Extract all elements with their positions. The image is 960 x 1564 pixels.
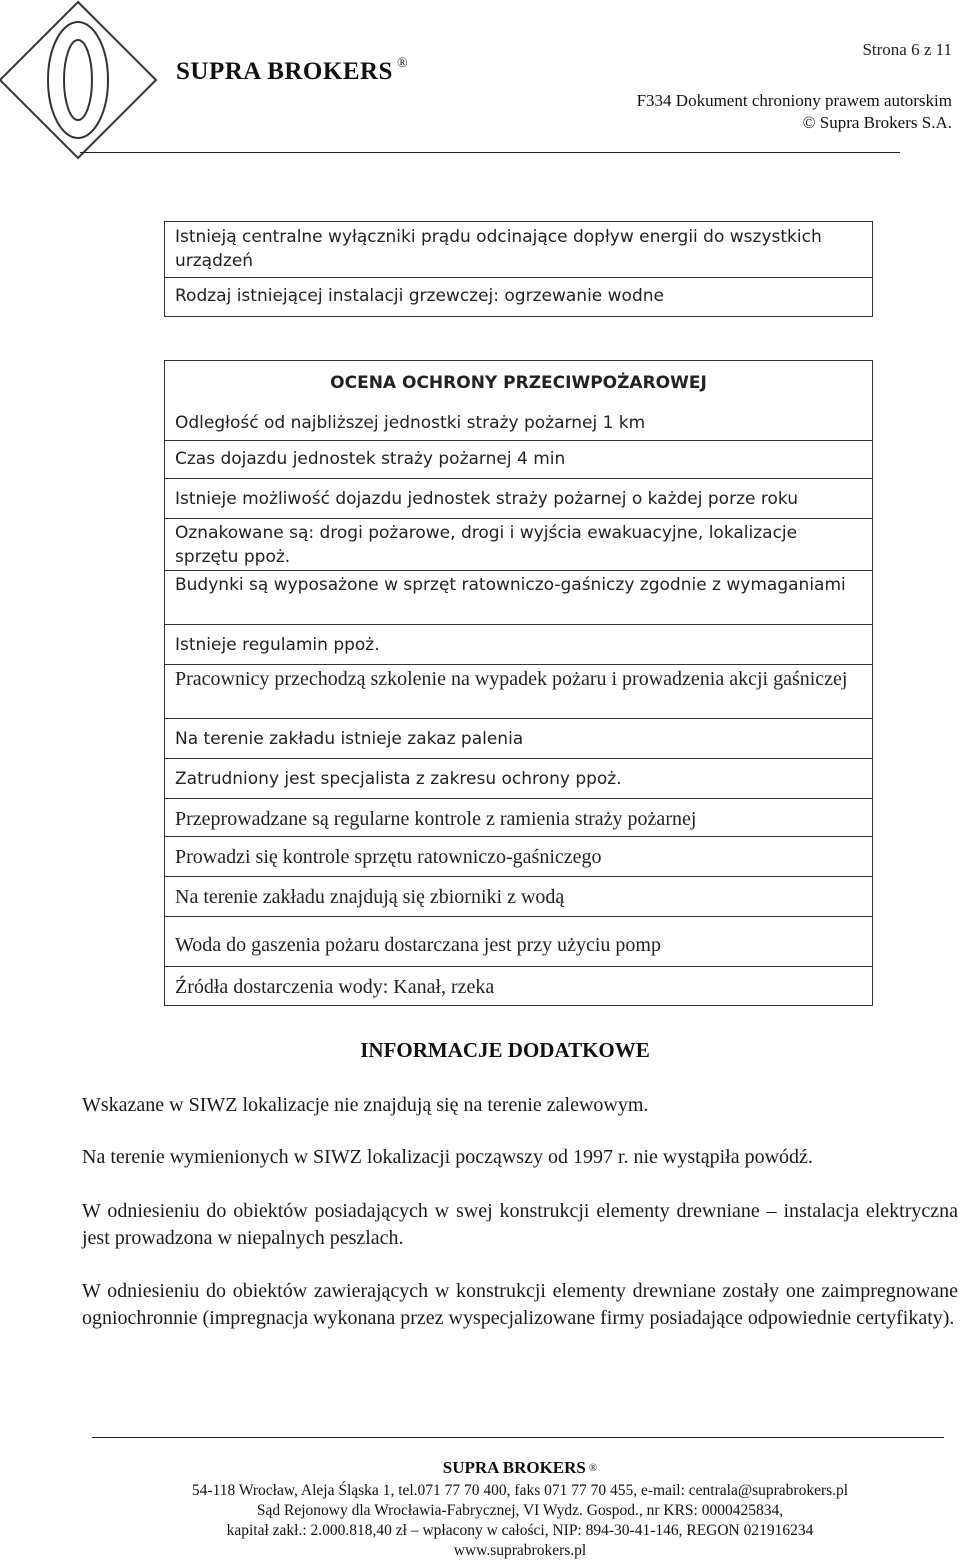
table-row: Na terenie zakładu istnieje zakaz palenia	[165, 719, 872, 759]
table-row: Prowadzi się kontrole sprzętu ratowniczo-gaśniczego	[165, 837, 872, 877]
registered-mark: ®	[396, 56, 409, 71]
footer-registered-mark: ®	[588, 1462, 598, 1474]
table-row: Przeprowadzane są regularne kontrole z ramienia straży pożarnej	[165, 799, 872, 837]
info-paragraph: Wskazane w SIWZ lokalizacje nie znajdują się na terenie zalewowym.	[82, 1094, 649, 1116]
copyright-notice: F334 Dokument chroniony prawem autorskim	[636, 91, 952, 110]
page-number: Strona 6 z 11	[862, 40, 952, 59]
footer-brand-text: SUPRA BROKERS	[442, 1458, 586, 1477]
table-row: Na terenie zakładu znajdują się zbiorniki z wodą	[165, 877, 872, 917]
header-divider	[80, 152, 900, 153]
footer-brand	[0, 1458, 960, 1478]
installation-box	[164, 221, 873, 317]
header-brand-text: SUPRA BROKERS	[176, 58, 393, 85]
header-brand	[176, 58, 408, 86]
footer-divider	[92, 1437, 944, 1438]
table-row: Istnieje możliwość dojazdu jednostek straży pożarnej o każdej porze roku	[165, 479, 872, 519]
info-paragraph: W odniesieniu do obiektów zawierających w konstrukcji elementy drewniane zostały one zaimpregnowane ogniochronnie (impregnacja wykonana przez wyspecjalizowane firmy posiadające odpowiednie certyfikaty).	[82, 1280, 958, 1329]
table-row: Zatrudniony jest specjalista z zakresu ochrony ppoż.	[165, 759, 872, 799]
footer-capital: kapitał zakł.: 2.000.818,40 zł – wpłacony w całości, NIP: 894-30-41-146, REGON 021916234	[226, 1522, 814, 1539]
table-row: Oznakowane są: drogi pożarowe, drogi i wyjścia ewakuacyjne, lokalizacje sprzętu ppoż.	[165, 519, 872, 571]
additional-info-heading: INFORMACJE DODATKOWE	[360, 1038, 650, 1062]
info-paragraph: Na terenie wymienionych w SIWZ lokalizacji począwszy od 1997 r. nie wystąpiła powódź.	[82, 1146, 813, 1168]
table-row: Odległość od najbliższej jednostki straży pożarnej 1 km	[165, 407, 872, 441]
table-row: Istnieją centralne wyłączniki prądu odcinające dopływ energii do wszystkich urządzeń	[165, 222, 872, 278]
footer-court: Sąd Rejonowy dla Wrocławia-Fabrycznej, VI Wydz. Gospod., nr KRS: 0000425834,	[256, 1502, 784, 1519]
table-row: Istnieje regulamin ppoż.	[165, 625, 872, 665]
table-row: Budynki są wyposażone w sprzęt ratowniczo-gaśniczy zgodnie z wymaganiami	[165, 571, 872, 625]
copyright-owner: © Supra Brokers S.A.	[802, 113, 952, 132]
footer-address: 54-118 Wrocław, Aleja Śląska 1, tel.071 77 70 400, faks 071 77 70 455, e-mail: centrala@suprabrokers.pl	[191, 1482, 849, 1499]
table-row: Rodzaj istniejącej instalacji grzewczej: ogrzewanie wodne	[175, 286, 664, 306]
table-row: Źródła dostarczenia wody: Kanał, rzeka	[175, 976, 495, 998]
table-row: Pracownicy przechodzą szkolenie na wypadek pożaru i prowadzenia akcji gaśniczej	[165, 665, 872, 719]
fire-protection-box	[164, 360, 873, 1006]
table-row: Czas dojazdu jednostek straży pożarnej 4 min	[165, 441, 872, 479]
supra-brokers-logo-icon	[0, 0, 160, 160]
section-title: OCENA OCHRONY PRZECIWPOŻAROWEJ	[330, 373, 707, 393]
table-row: Woda do gaszenia pożaru dostarczana jest przy użyciu pomp	[165, 917, 872, 967]
footer-website-link[interactable]: www.suprabrokers.pl	[453, 1542, 587, 1559]
info-paragraph: W odniesieniu do obiektów posiadających w swej konstrukcji elementy drewniane – instalacja elektryczna jest prowadzona w niepalnych peszlach.	[82, 1200, 958, 1249]
